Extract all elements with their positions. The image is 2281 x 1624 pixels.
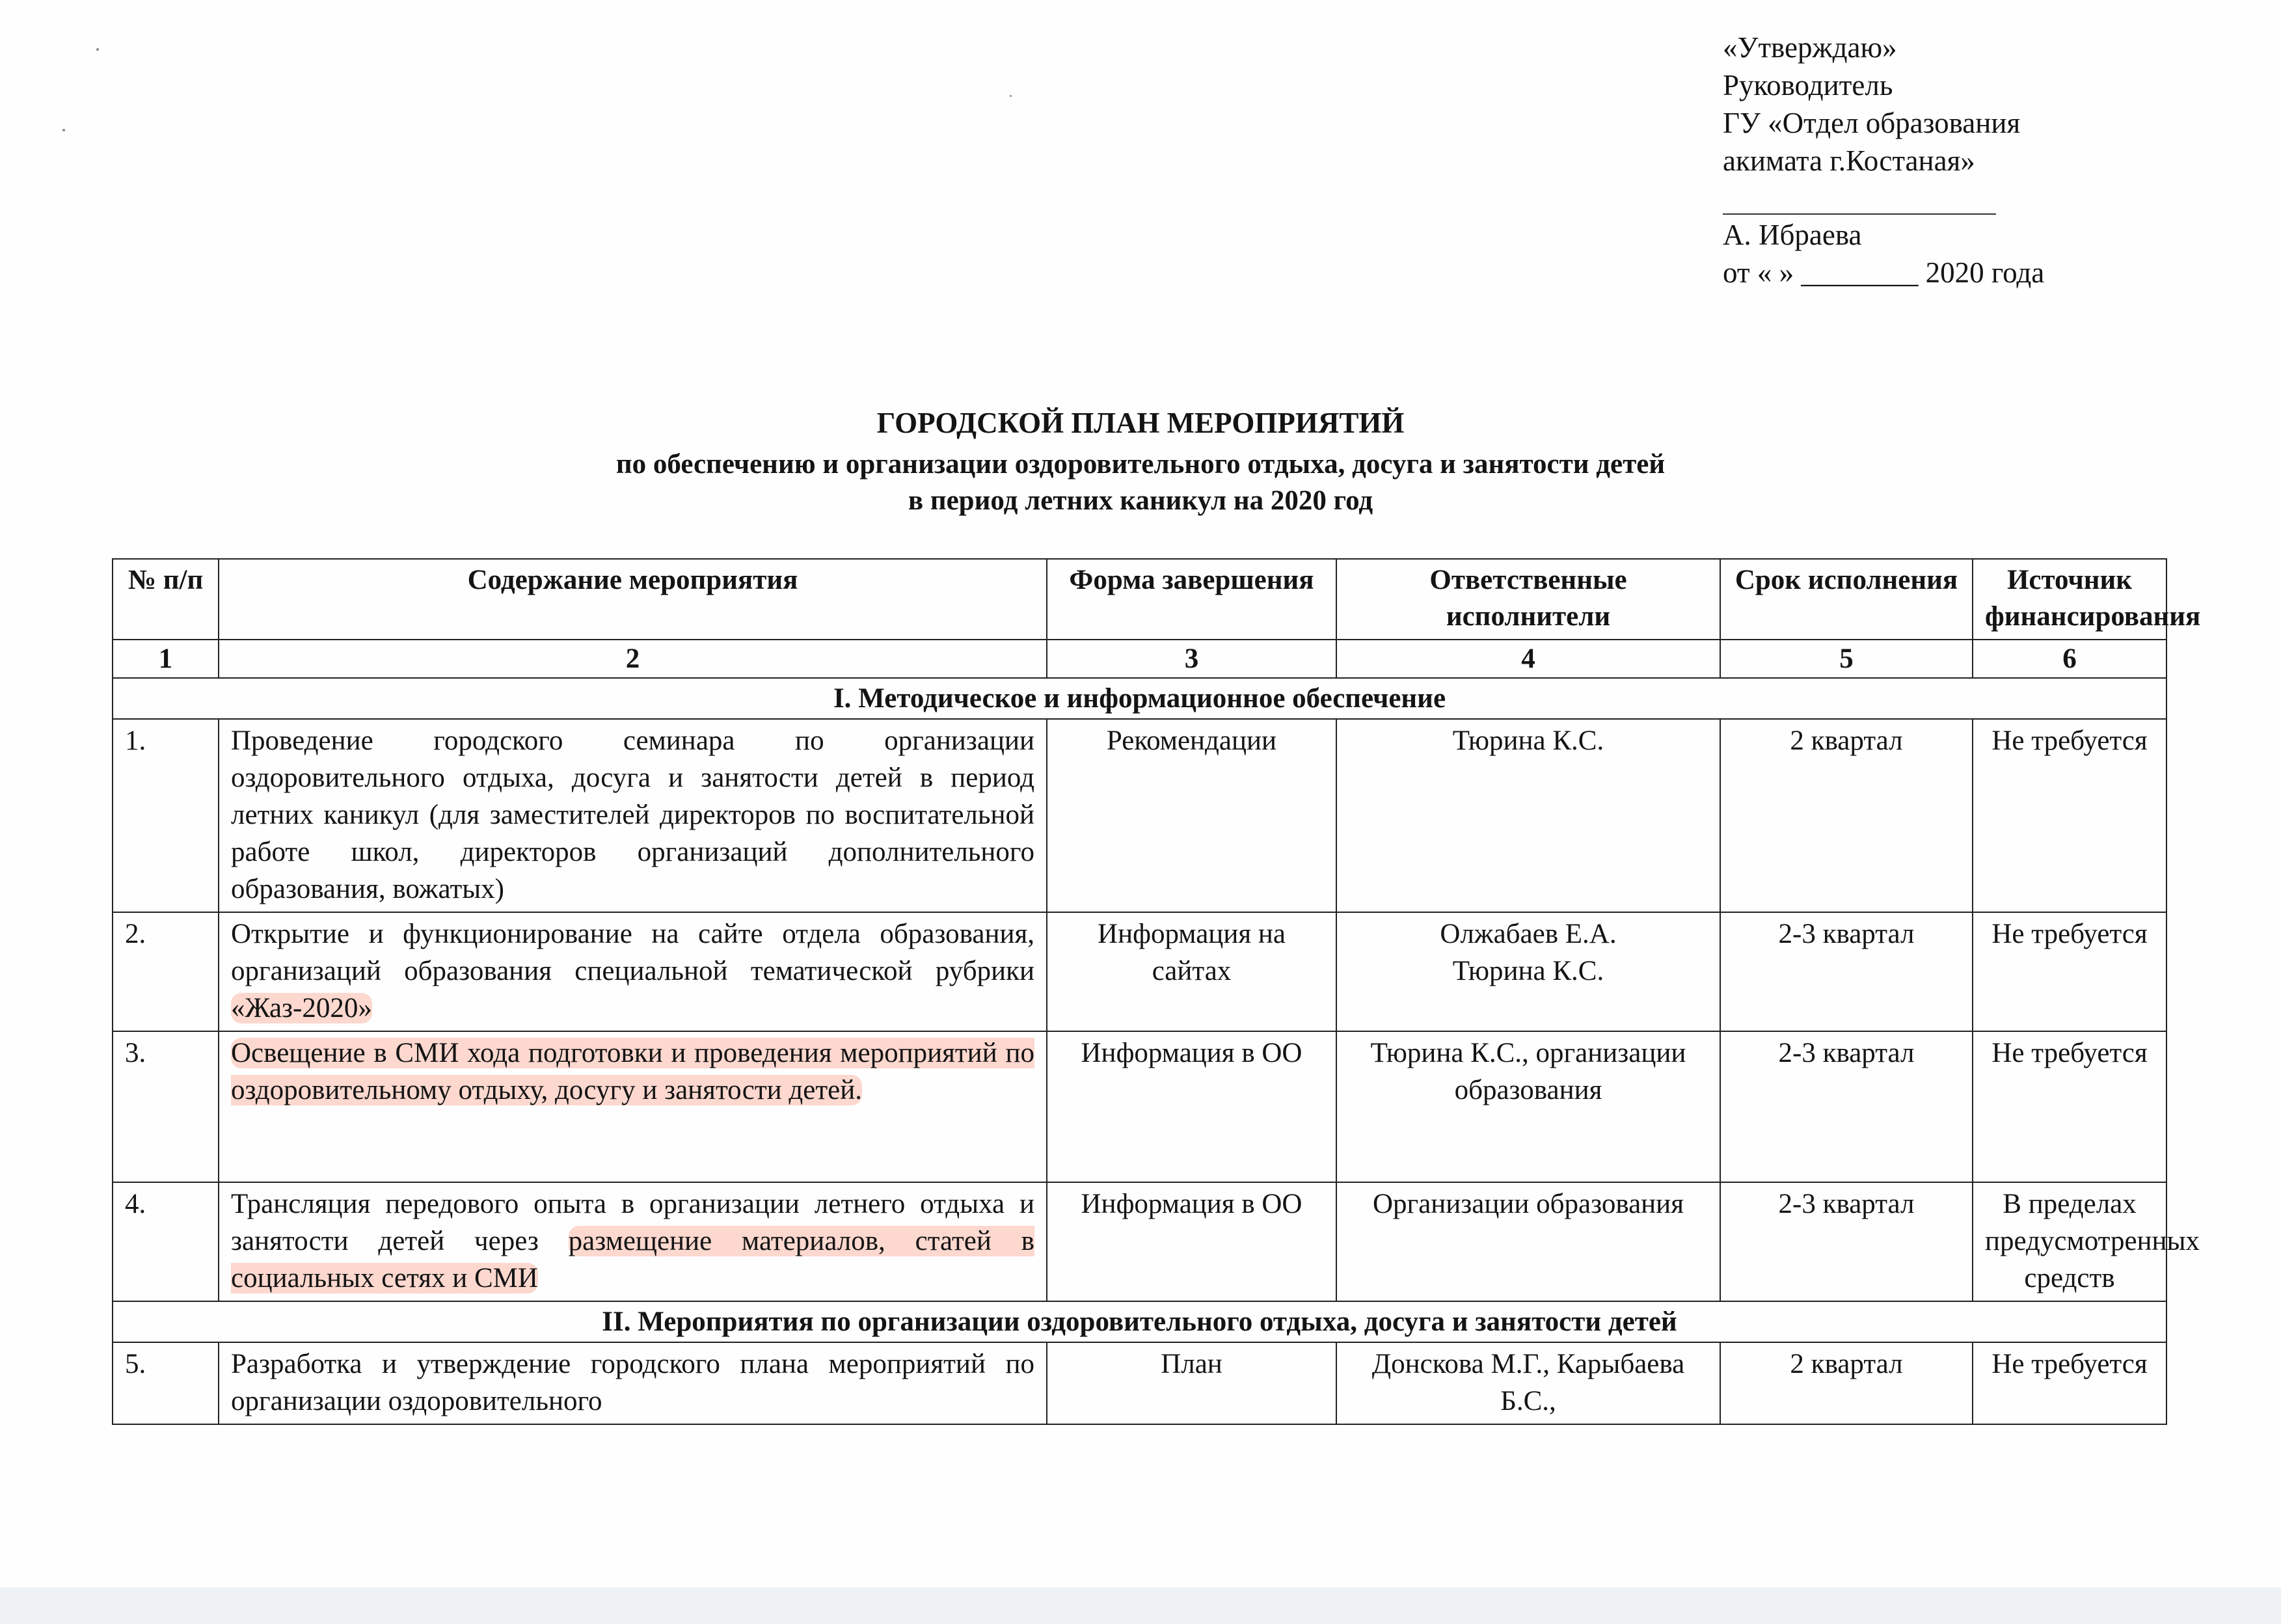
table-row <box>113 1182 2166 1301</box>
row-content <box>219 1031 1047 1182</box>
column-number-row <box>113 640 2166 678</box>
row-responsible <box>1336 912 1720 1031</box>
row-term: 2 квартал <box>1720 719 1973 912</box>
row-source: В пределах предусмотренных средств <box>1973 1182 2166 1301</box>
approver-name: А. Ибраева <box>1723 219 1862 251</box>
document-title: ГОРОДСКОЙ ПЛАН МЕРОПРИЯТИЙ <box>876 407 1405 439</box>
scan-speck <box>62 129 65 131</box>
row-responsible: Тюрина К.С., организации образования <box>1336 1031 1720 1182</box>
document-subtitle-2: в период летних каникул на 2020 год <box>908 485 1373 516</box>
approval-organization-2: акимата г.Костаная» <box>1723 144 1975 177</box>
document-subtitle: по обеспечению и организации оздоровительного отдыха, досуга и занятости детей <box>615 449 1666 480</box>
row-responsible: Тюрина К.С. <box>1336 719 1720 912</box>
row-form: Информация на сайтах <box>1047 912 1336 1031</box>
row-content: Разработка и утверждение городского плана мероприятий по организации оздоровительного <box>219 1342 1047 1424</box>
row-source: Не требуется <box>1973 1342 2166 1424</box>
section-title-1: I. Методическое и информационное обеспечение <box>113 678 2166 719</box>
row-num: 1. <box>113 719 219 912</box>
row-term: 2-3 квартал <box>1720 1182 1973 1301</box>
responsible-person: Олжабаев Е.А. <box>1440 919 1617 949</box>
row-num: 3. <box>113 1031 219 1182</box>
highlighted-text: размещение материалов, статей в социальных сетях и СМИ <box>231 1226 1034 1293</box>
row-responsible: Донскова М.Г., Карыбаева Б.С., <box>1336 1342 1720 1424</box>
row-source: Не требуется <box>1973 912 2166 1031</box>
row-form: План <box>1047 1342 1336 1424</box>
approval-position: Руководитель <box>1723 69 1893 102</box>
column-number: 5 <box>1720 640 1973 678</box>
scan-speck <box>96 48 99 51</box>
row-source: Не требуется <box>1973 1031 2166 1182</box>
row-content: Проведение городского семинара по организации оздоровительного отдыха, досуга и занятости детей в период летних каникул (для заместителей директоров по воспитательной работе школ, директоров организаций дополнительного образования, вожатых) <box>219 719 1047 912</box>
row-term: 2-3 квартал <box>1720 912 1973 1031</box>
row-num: 4. <box>113 1182 219 1301</box>
plan-table <box>112 558 2201 1425</box>
approval-heading: «Утверждаю» <box>1723 31 1897 64</box>
column-number: 4 <box>1336 640 1720 678</box>
column-number: 1 <box>113 640 219 678</box>
table-header-row <box>113 559 2166 640</box>
header-source: Источник финансирования <box>1973 559 2166 640</box>
header-num: № п/п <box>113 559 219 640</box>
column-number: 2 <box>219 640 1047 678</box>
approval-date: от « » ________ 2020 года <box>1723 256 2045 289</box>
approval-stamp-block <box>1723 29 2191 291</box>
table-row <box>113 1031 2166 1182</box>
scan-speck <box>1010 95 1012 97</box>
row-num: 5. <box>113 1342 219 1424</box>
table-row <box>113 719 2166 912</box>
row-content-text: Открытие и функционирование на сайте отдела образования, организаций образования специальной тематической рубрики <box>231 919 1034 986</box>
row-content <box>219 912 1047 1031</box>
table-row <box>113 1342 2166 1424</box>
section-title-2: II. Мероприятия по организации оздоровительного отдыха, досуга и занятости детей <box>113 1301 2166 1342</box>
section-row <box>113 678 2166 719</box>
row-term: 2-3 квартал <box>1720 1031 1973 1182</box>
header-form: Форма завершения <box>1047 559 1336 640</box>
approval-organization: ГУ «Отдел образования <box>1723 107 2021 139</box>
header-content: Содержание мероприятия <box>219 559 1047 640</box>
row-term: 2 квартал <box>1720 1342 1973 1424</box>
highlighted-text: «Жаз-2020» <box>231 993 372 1023</box>
signature-line <box>1723 180 1996 215</box>
responsible-person: Тюрина К.С. <box>1452 956 1604 986</box>
row-form: Информация в ОО <box>1047 1031 1336 1182</box>
highlighted-text: Освещение в СМИ хода подготовки и проведения мероприятий по оздоровительному отдыху, досугу и занятости детей. <box>231 1038 1034 1105</box>
column-number: 3 <box>1047 640 1336 678</box>
document-title-block <box>0 405 2281 519</box>
header-responsible: Ответственные исполнители <box>1336 559 1720 640</box>
row-form: Рекомендации <box>1047 719 1336 912</box>
section-row <box>113 1301 2166 1342</box>
row-content-text: Трансляция передового опыта в организации летнего отдыха и занятости детей через <box>231 1189 1034 1256</box>
column-number: 6 <box>1973 640 2166 678</box>
row-content <box>219 1182 1047 1301</box>
row-num: 2. <box>113 912 219 1031</box>
row-source: Не требуется <box>1973 719 2166 912</box>
row-responsible: Организации образования <box>1336 1182 1720 1301</box>
table-row <box>113 912 2166 1031</box>
scan-edge <box>0 1588 2281 1624</box>
header-term: Срок исполнения <box>1720 559 1973 640</box>
row-form: Информация в ОО <box>1047 1182 1336 1301</box>
